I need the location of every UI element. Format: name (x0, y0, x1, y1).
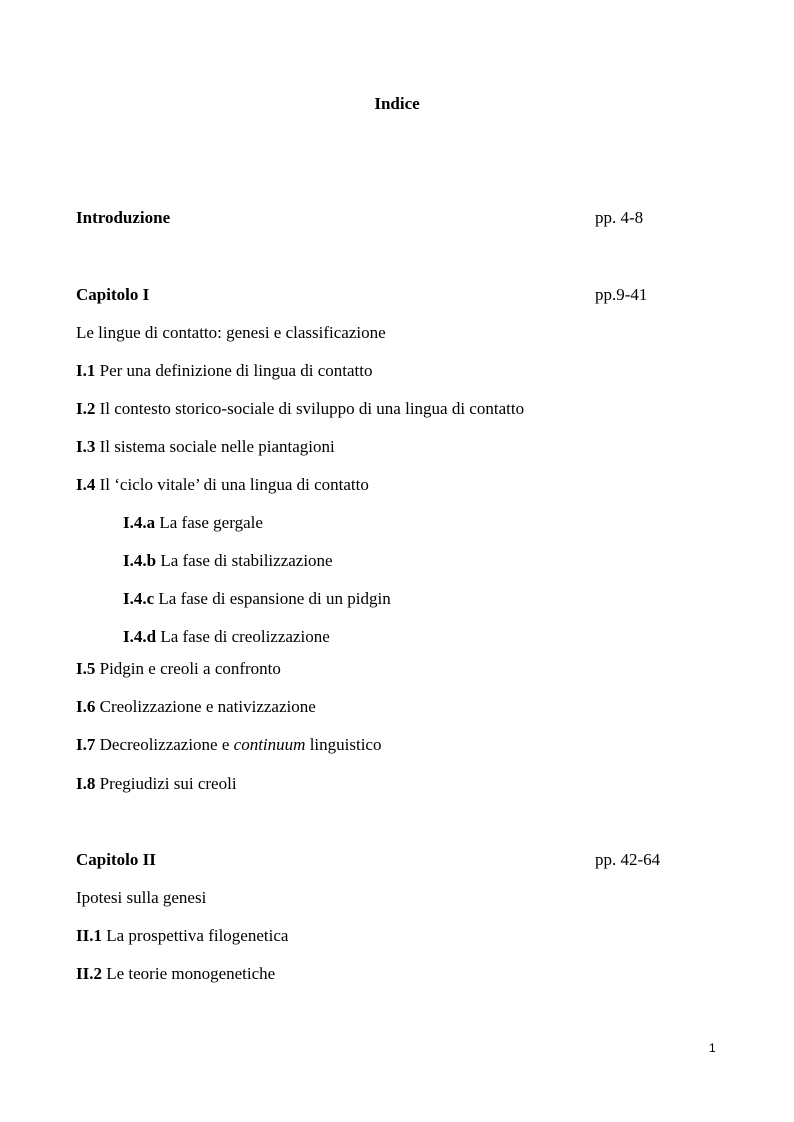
toc-entry: II.1 La prospettiva filogenetica (76, 926, 289, 945)
chapter-2-subtitle: Ipotesi sulla genesi (76, 888, 207, 907)
chapter-2-heading: Capitolo II (76, 850, 156, 869)
toc-entry: I.2 Il contesto storico-sociale di sviluppo di una lingua di contatto (76, 399, 525, 418)
intro-pages: pp. 4-8 (595, 208, 644, 227)
toc-subentry: I.4.a La fase gergale (123, 513, 263, 532)
chapter-2-pages: pp. 42-64 (595, 850, 661, 869)
toc-entry: I.4 Il ‘ciclo vitale’ di una lingua di contatto (76, 475, 369, 494)
toc-entry: I.8 Pregiudizi sui creoli (76, 774, 237, 793)
chapter-1-heading: Capitolo I (76, 285, 150, 304)
toc-entry: I.3 Il sistema sociale nelle piantagioni (76, 437, 335, 456)
intro-label: Introduzione (76, 208, 171, 227)
toc-entry: I.1 Per una definizione di lingua di contatto (76, 361, 373, 380)
toc-entry: I.5 Pidgin e creoli a confronto (76, 659, 281, 678)
toc-subentry: I.4.b La fase di stabilizzazione (123, 551, 333, 570)
toc-entry: II.2 Le teorie monogenetiche (76, 964, 276, 983)
toc-entry: I.6 Creolizzazione e nativizzazione (76, 697, 316, 716)
toc-subentry: I.4.d La fase di creolizzazione (123, 627, 330, 646)
page-number: 1 (709, 1041, 716, 1055)
toc-entry: I.7 Decreolizzazione e continuum linguistico (76, 735, 382, 754)
chapter-1-subtitle: Le lingue di contatto: genesi e classificazione (76, 323, 386, 342)
toc-subentry: I.4.c La fase di espansione di un pidgin (123, 589, 391, 608)
toc-title: Indice (374, 94, 420, 113)
chapter-1-pages: pp.9-41 (595, 285, 648, 304)
